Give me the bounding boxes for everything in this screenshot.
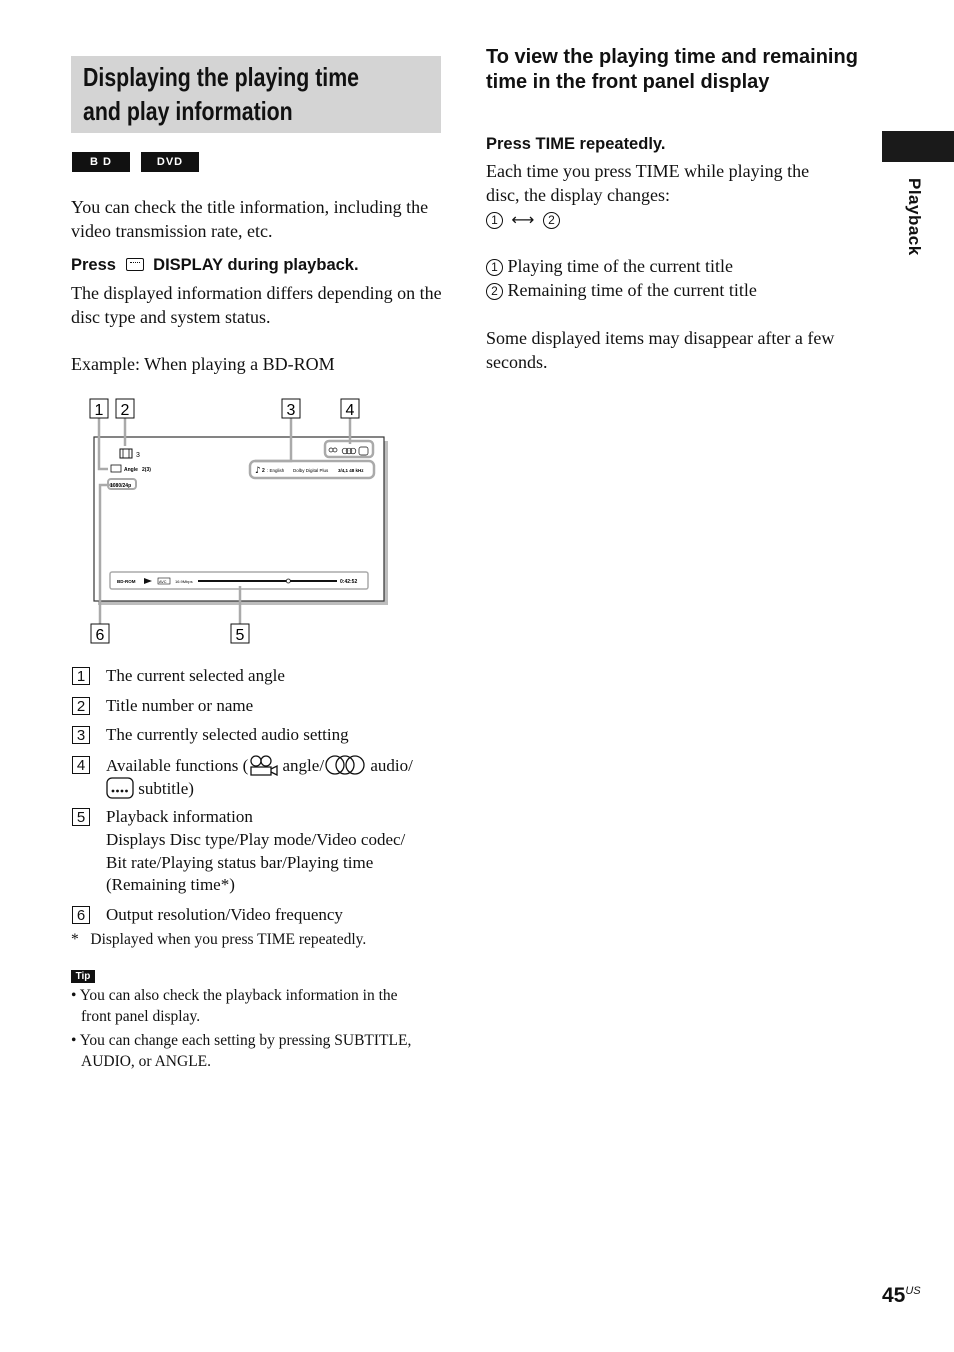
- instruction-post: DISPLAY during playback.: [153, 256, 359, 274]
- example-caption: Example: When playing a BD-ROM: [71, 354, 335, 374]
- double-arrow-icon: ⟷: [511, 210, 535, 229]
- instruction-pre: Press: [71, 256, 116, 274]
- osd-disc-type: BD-ROM: [117, 579, 136, 584]
- intro-paragraph: You can check the title information, including the video transmission rate, etc.: [71, 197, 429, 241]
- description-paragraph: The displayed information differs depending on the disc type and system status.: [71, 283, 442, 327]
- legend-item-3: 3 The currently selected audio setting: [72, 724, 442, 746]
- osd-title-number: 3: [136, 452, 140, 459]
- osd-diagram: [80, 394, 400, 650]
- side-tab-marker: [882, 131, 954, 162]
- seq-num-2: 2: [543, 212, 560, 229]
- section-title-line-1: Displaying the playing time: [83, 62, 360, 92]
- legend-item-1: 1 The current selected angle: [72, 665, 442, 687]
- right-item-2: 2 Remaining time of the current title: [486, 278, 757, 302]
- audio-note-icon: ♪: [255, 466, 261, 476]
- side-tab-label: Playback: [905, 178, 924, 256]
- right-heading: To view the playing time and remaining time in the front panel display: [486, 46, 858, 93]
- right-para-line-1: Each time you press TIME while playing the: [486, 161, 810, 181]
- legend-item-5: 5 Playback information Displays Disc type/Play mode/Video codec/ Bit rate/Playing status bar/Playing time (Remaining time*): [72, 806, 452, 898]
- legend-item-6: 6 Output resolution/Video frequency: [72, 904, 442, 926]
- seq-num-1: 1: [486, 212, 503, 229]
- osd-audio-num: 2: [262, 468, 265, 474]
- osd-angle-value: 2(3): [142, 467, 151, 473]
- osd-progress-knob: [286, 579, 290, 583]
- section-title-line-2: and play information: [83, 96, 293, 126]
- audio-icon: [324, 754, 366, 776]
- tip-2: • You can change each setting by pressing SUBTITLE, AUDIO, or ANGLE.: [71, 1032, 412, 1070]
- display-sequence: [486, 207, 560, 232]
- callout-5: 5: [235, 627, 245, 644]
- osd-audio-format: Dolby Digital Plus: [293, 468, 329, 473]
- instruction-heading: [71, 254, 451, 276]
- section-title: [71, 56, 441, 133]
- right-note-line-1: Some displayed items may disappear after a few: [486, 328, 835, 348]
- right-para-line-2: disc, the display changes:: [486, 185, 670, 205]
- osd-audio-freq: 3/4,1 48 kHz: [338, 468, 364, 473]
- page-number: $45^{US}$: [882, 1284, 921, 1307]
- callout-2: 2: [120, 402, 130, 419]
- osd-codec: AVC: [159, 580, 167, 584]
- bd-badge: B D: [72, 152, 130, 172]
- footnote: * Displayed when you press TIME repeatedly.: [71, 931, 367, 948]
- angle-icon: [248, 754, 278, 776]
- osd-audio-lang: : English: [267, 468, 285, 473]
- right-note-line-2: seconds.: [486, 352, 548, 372]
- callout-4: 4: [345, 402, 355, 419]
- legend-item-2: 2 Title number or name: [72, 695, 442, 717]
- subtitle-icon: [106, 777, 134, 799]
- dvd-badge: DVD: [141, 152, 199, 172]
- osd-time: 0:42:52: [340, 579, 358, 585]
- callout-1: 1: [94, 402, 104, 419]
- callout-3: 3: [286, 402, 296, 419]
- display-button-icon: [126, 258, 144, 271]
- osd-resolution: 1080/24p: [110, 483, 132, 489]
- callout-6: 6: [95, 627, 105, 644]
- osd-bitrate: 16.9Mbps: [175, 579, 193, 584]
- tip-badge: Tip: [71, 970, 95, 983]
- tip-1: • You can also check the playback information in the front panel display.: [71, 987, 398, 1025]
- right-item-1: 1 Playing time of the current title: [486, 254, 733, 278]
- legend-item-4: 4 Available functions ( angle/ audio/ subtitle): [72, 754, 442, 800]
- osd-angle-label: Angle: [124, 467, 138, 473]
- right-sub-heading: Press TIME repeatedly.: [486, 135, 666, 153]
